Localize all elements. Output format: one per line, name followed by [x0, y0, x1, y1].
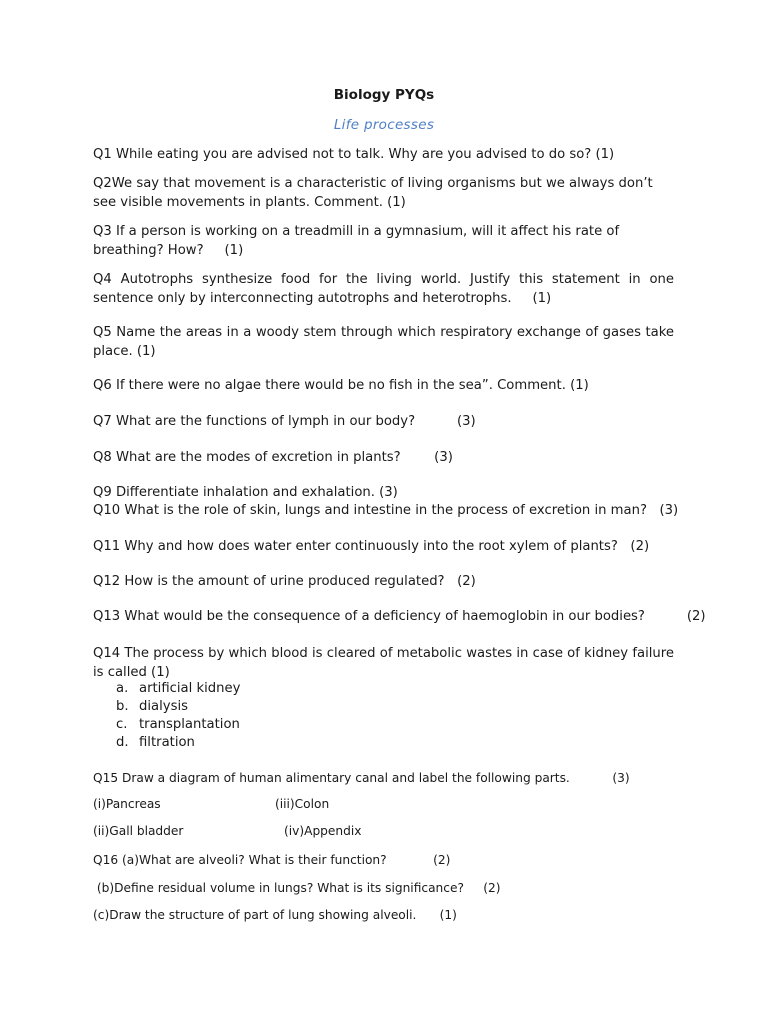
- question-13: Q13 What would be the consequence of a deficiency of haemoglobin in our bodies? (2): [93, 609, 706, 624]
- question-15: Q15 Draw a diagram of human alimentary canal and label the following parts. (3): [93, 771, 630, 785]
- question-1: Q1 While eating you are advised not to talk. Why are you advised to do so? (1): [93, 147, 615, 162]
- document-subtitle: Life processes: [333, 117, 435, 133]
- part-appendix: (iv)Appendix: [284, 824, 362, 838]
- question-16b: (b)Define residual volume in lungs? What is its significance? (2): [93, 881, 501, 895]
- question-3: Q3 If a person is working on a treadmill in a gymnasium, will it affect his rate of breathing? How? (1): [93, 224, 624, 258]
- question-2: Q2We say that movement is a characteristic of living organisms but we always don’t see visible movements in plants. Comment. (1): [93, 176, 653, 210]
- option-b: [116, 698, 188, 716]
- option-b-label: b.: [116, 699, 129, 714]
- option-d-label: d.: [116, 735, 129, 750]
- option-a-label: a.: [116, 681, 129, 696]
- option-c-label: c.: [116, 717, 128, 732]
- question-8: Q8 What are the modes of excretion in plants? (3): [93, 450, 453, 465]
- question-12: Q12 How is the amount of urine produced regulated? (2): [93, 574, 476, 589]
- question-11: Q11 Why and how does water enter continuously into the root xylem of plants? (2): [93, 539, 650, 554]
- part-gall-bladder: (ii)Gall bladder: [93, 824, 184, 838]
- part-colon: (iii)Colon: [275, 797, 330, 811]
- question-14: Q14 The process by which blood is cleared of metabolic wastes in case of kidney failure is called (1): [93, 646, 674, 680]
- question-16a: Q16 (a)What are alveoli? What is their function? (2): [93, 853, 451, 867]
- option-d: [116, 734, 195, 752]
- option-a-text: artificial kidney: [139, 681, 241, 696]
- part-pancreas: (i)Pancreas: [93, 797, 161, 811]
- question-10: Q10 What is the role of skin, lungs and intestine in the process of excretion in man? (3): [93, 503, 679, 518]
- question-6: Q6 If there were no algae there would be no fish in the sea”. Comment. (1): [93, 378, 589, 393]
- option-b-text: dialysis: [139, 699, 188, 714]
- question-16c: (c)Draw the structure of part of lung showing alveoli. (1): [93, 908, 457, 922]
- option-c: [116, 716, 240, 734]
- question-5: Q5 Name the areas in a woody stem through which respiratory exchange of gases take place. (1): [93, 325, 674, 359]
- option-a: [116, 680, 240, 698]
- question-9: Q9 Differentiate inhalation and exhalation. (3): [93, 485, 398, 500]
- question-7: Q7 What are the functions of lymph in our body? (3): [93, 414, 476, 429]
- option-d-text: filtration: [139, 735, 195, 750]
- option-c-text: transplantation: [139, 717, 240, 732]
- question-4: Q4 Autotrophs synthesize food for the living world. Justify this statement in one sentence only by interconnecting autotrophs and heterotrophs. (1): [93, 272, 679, 306]
- document-title: Biology PYQs: [333, 87, 435, 103]
